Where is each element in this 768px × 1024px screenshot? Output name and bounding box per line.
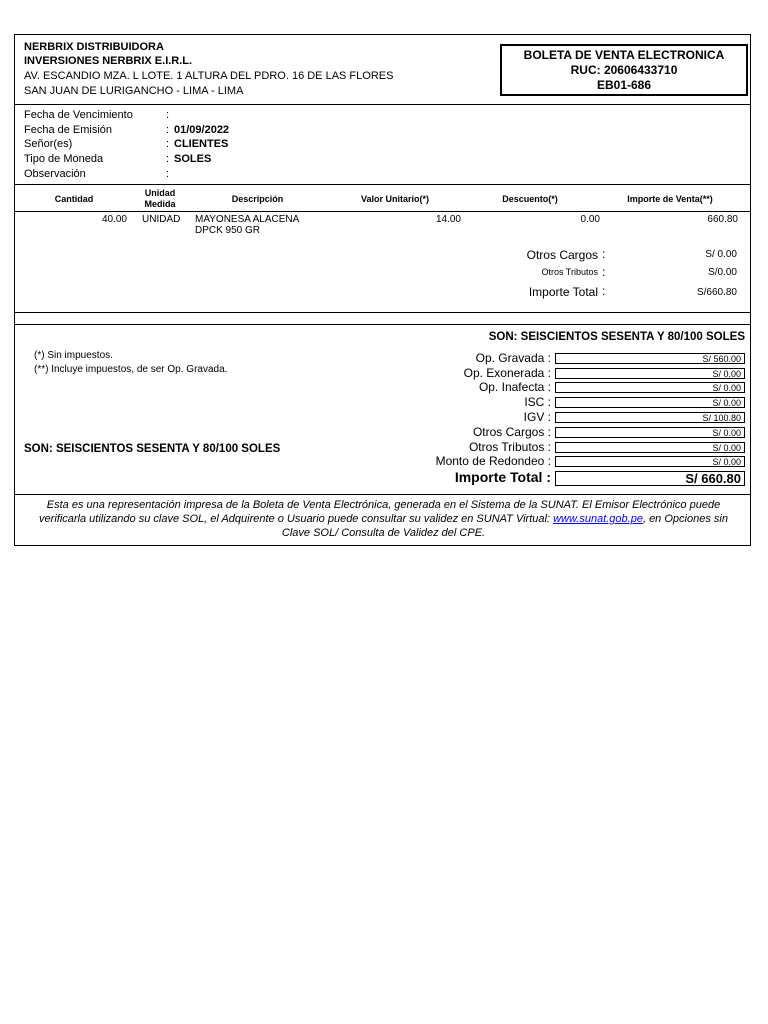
sunat-link[interactable]: www.sunat.gob.pe	[553, 513, 643, 525]
row-descuento: 0.00	[580, 214, 600, 225]
row-descripcion-1: MAYONESA ALACENA	[195, 214, 300, 225]
sep-tipo-moneda: :	[166, 153, 170, 165]
comprobante-ruc: RUC: 20606433710	[570, 63, 678, 77]
resumen-otros-cargos-sep: :	[602, 247, 606, 261]
header-descuento: Descuento(*)	[502, 194, 558, 204]
footer-note	[25, 498, 742, 540]
divider	[15, 494, 750, 495]
total-op-inafecta-value: S/ 0.00	[555, 382, 745, 393]
footer-text-1: Esta es una representación impresa de la Boleta de Venta Electrónica, generada en el Sistema de la SUNAT. El Emisor Electrónico puede verificarla utilizando su clave SOL, el Adquirente o Usuario puede consultar su validez en SUNAT Virtual:	[39, 499, 721, 525]
son-monto-letras-derecha: SON: SEISCIENTOS SESENTA Y 80/100 SOLES	[488, 331, 745, 343]
total-otros-tributos-label: Otros Tributos :	[468, 440, 551, 454]
resumen-otros-tributos-label: Otros Tributos	[541, 267, 598, 277]
header-valor-unitario: Valor Unitario(*)	[360, 194, 429, 204]
emisor-direccion-2: SAN JUAN DE LURIGANCHO - LIMA - LIMA	[24, 85, 244, 97]
total-igv-value: S/ 100.80	[555, 412, 745, 423]
comprobante-box	[500, 44, 748, 96]
emisor-razon-social: INVERSIONES NERBRIX E.I.R.L.	[24, 55, 193, 67]
resumen-importe-total-value: S/660.80	[696, 287, 737, 298]
value-senores: CLIENTES	[174, 138, 229, 150]
sep-observacion: :	[166, 168, 170, 180]
total-otros-tributos-value: S/ 0.00	[555, 442, 745, 453]
row-importe: 660.80	[707, 214, 738, 225]
divider	[15, 324, 750, 325]
label-observacion: Observación	[24, 168, 86, 180]
total-op-gravada-label: Op. Gravada :	[475, 351, 551, 365]
total-monto-redondeo-value: S/ 0.00	[555, 456, 745, 467]
nota-sin-impuestos: (*) Sin impuestos.	[34, 350, 113, 361]
emisor-direccion-1: AV. ESCANDIO MZA. L LOTE. 1 ALTURA DEL PDRO. 16 DE LAS FLORES	[24, 70, 394, 82]
resumen-otros-cargos-label: Otros Cargos	[526, 248, 598, 262]
value-fecha-emision: 01/09/2022	[174, 124, 230, 136]
comprobante-numero: EB01-686	[596, 78, 652, 92]
header-descripcion: Descripción	[231, 194, 284, 204]
header-cantidad: Cantidad	[54, 194, 94, 204]
value-tipo-moneda: SOLES	[174, 153, 212, 165]
total-otros-cargos-label: Otros Cargos :	[472, 425, 551, 439]
label-tipo-moneda: Tipo de Moneda	[24, 153, 104, 165]
sep-senores: :	[166, 138, 170, 150]
sep-fecha-vencimiento: :	[166, 109, 170, 121]
footer-text-2: , en Opciones sin Clave SOL/ Consulta de Validez del CPE.	[281, 513, 728, 539]
row-unidad: UNIDAD	[142, 214, 181, 225]
total-op-exonerada-label: Op. Exonerada :	[463, 366, 551, 380]
header-unidad: Unidad	[144, 188, 176, 198]
comprobante-tipo: BOLETA DE VENTA ELECTRONICA	[523, 48, 725, 62]
label-fecha-emision: Fecha de Emisión	[24, 124, 113, 136]
importe-total-label: Importe Total :	[454, 469, 551, 485]
divider	[15, 312, 750, 313]
boleta-document	[14, 34, 751, 546]
resumen-otros-tributos-value: S/0.00	[708, 267, 737, 278]
row-descripcion-2: DPCK 950 GR	[195, 225, 261, 236]
sep-fecha-emision: :	[166, 124, 170, 136]
emisor-nombre-comercial: NERBRIX DISTRIBUIDORA	[24, 41, 164, 53]
label-fecha-vencimiento: Fecha de Vencimiento	[24, 109, 133, 121]
header-importe: Importe de Venta(**)	[627, 194, 713, 204]
row-valor-unitario: 14.00	[435, 214, 461, 225]
total-igv-label: IGV :	[523, 410, 551, 424]
son-monto-letras-izquierda: SON: SEISCIENTOS SESENTA Y 80/100 SOLES	[24, 443, 281, 455]
total-op-gravada-value: S/ 560.00	[555, 353, 745, 364]
total-op-exonerada-value: S/ 0.00	[555, 368, 745, 379]
divider	[15, 184, 750, 185]
total-isc-label: ISC :	[524, 395, 551, 409]
resumen-importe-total-label: Importe Total	[528, 285, 598, 299]
resumen-otros-tributos-sep: :	[602, 265, 606, 279]
label-senores: Señor(es)	[24, 138, 73, 150]
resumen-otros-cargos-value: S/ 0.00	[705, 249, 737, 260]
header-medida: Medida	[144, 199, 176, 209]
total-isc-value: S/ 0.00	[555, 397, 745, 408]
total-op-inafecta-label: Op. Inafecta :	[478, 380, 551, 394]
total-otros-cargos-value: S/ 0.00	[555, 427, 745, 438]
importe-total-value: S/ 660.80	[555, 471, 745, 486]
divider	[15, 104, 750, 105]
total-monto-redondeo-label: Monto de Redondeo :	[435, 454, 551, 468]
row-cantidad: 40.00	[101, 214, 127, 225]
nota-incluye-impuestos: (**) Incluye impuestos, de ser Op. Gravada.	[34, 364, 228, 375]
resumen-importe-total-sep: :	[602, 284, 606, 298]
divider	[15, 211, 750, 212]
